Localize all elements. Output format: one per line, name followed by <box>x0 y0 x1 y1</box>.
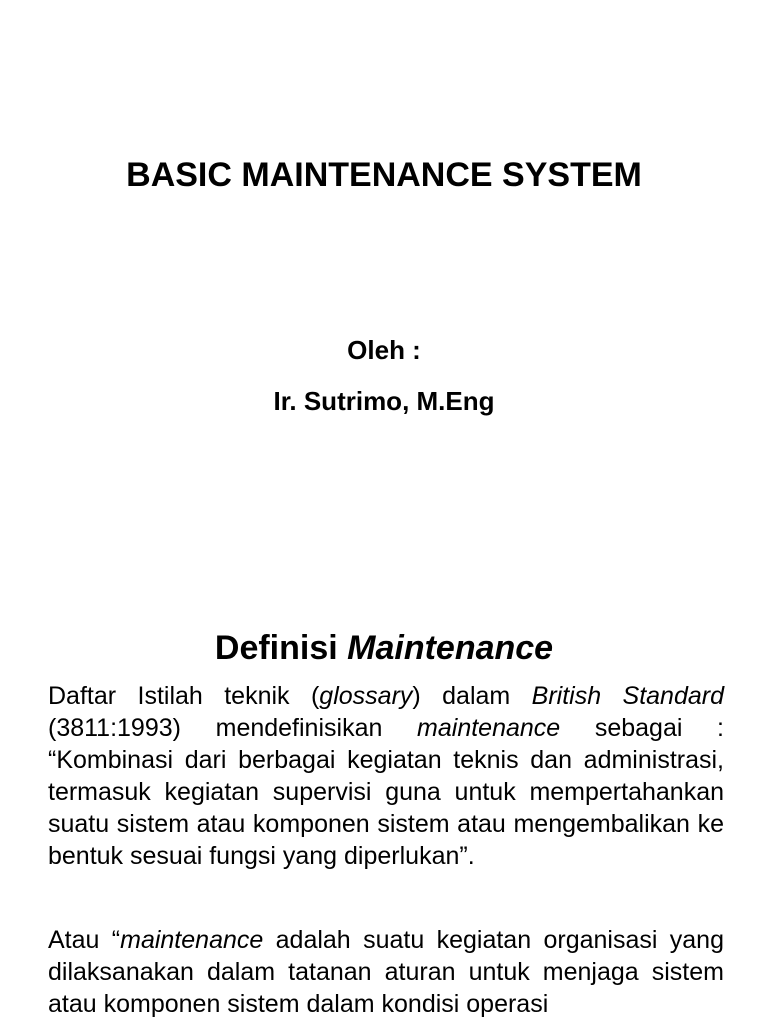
section-title <box>0 626 768 670</box>
paragraph-italic-text: glossary <box>319 682 413 710</box>
paragraph-text: Atau “ <box>48 926 121 954</box>
document-title: BASIC MAINTENANCE SYSTEM <box>126 156 642 194</box>
paragraph-text: adalah suatu kegiatan organisasi yang dilaksanakan dalam tatanan aturan untuk menjaga sistem atau komponen sistem dalam kondisi operasi <box>48 926 724 1018</box>
paragraph-italic-text: British Standard <box>531 682 725 710</box>
section-title-prefix: Definisi <box>214 629 348 667</box>
paragraph-italic-text: maintenance <box>120 926 264 954</box>
section-title-emphasis: Maintenance <box>347 629 554 667</box>
paragraph-text: sebagai : “Kombinasi dari berbagai kegiatan teknis dan administrasi, termasuk kegiatan supervisi guna untuk mempertahankan suatu sistem atau komponen sistem atau mengembalikan ke bentuk sesuai fungsi yang diperlukan”. <box>48 714 724 870</box>
author-name: Ir. Sutrimo, M.Eng <box>273 386 495 416</box>
paragraph-italic-text: maintenance <box>417 714 561 742</box>
paragraph-text: (3811:1993) mendefinisikan <box>48 714 418 742</box>
byline-label: Oleh : <box>347 335 421 365</box>
paragraph-text: ) dalam <box>412 682 532 710</box>
alternate-definition-paragraph <box>48 924 724 1020</box>
definition-paragraph <box>48 680 724 872</box>
definition-slide <box>0 590 768 1024</box>
paragraph-text: Daftar Istilah teknik ( <box>48 682 320 710</box>
